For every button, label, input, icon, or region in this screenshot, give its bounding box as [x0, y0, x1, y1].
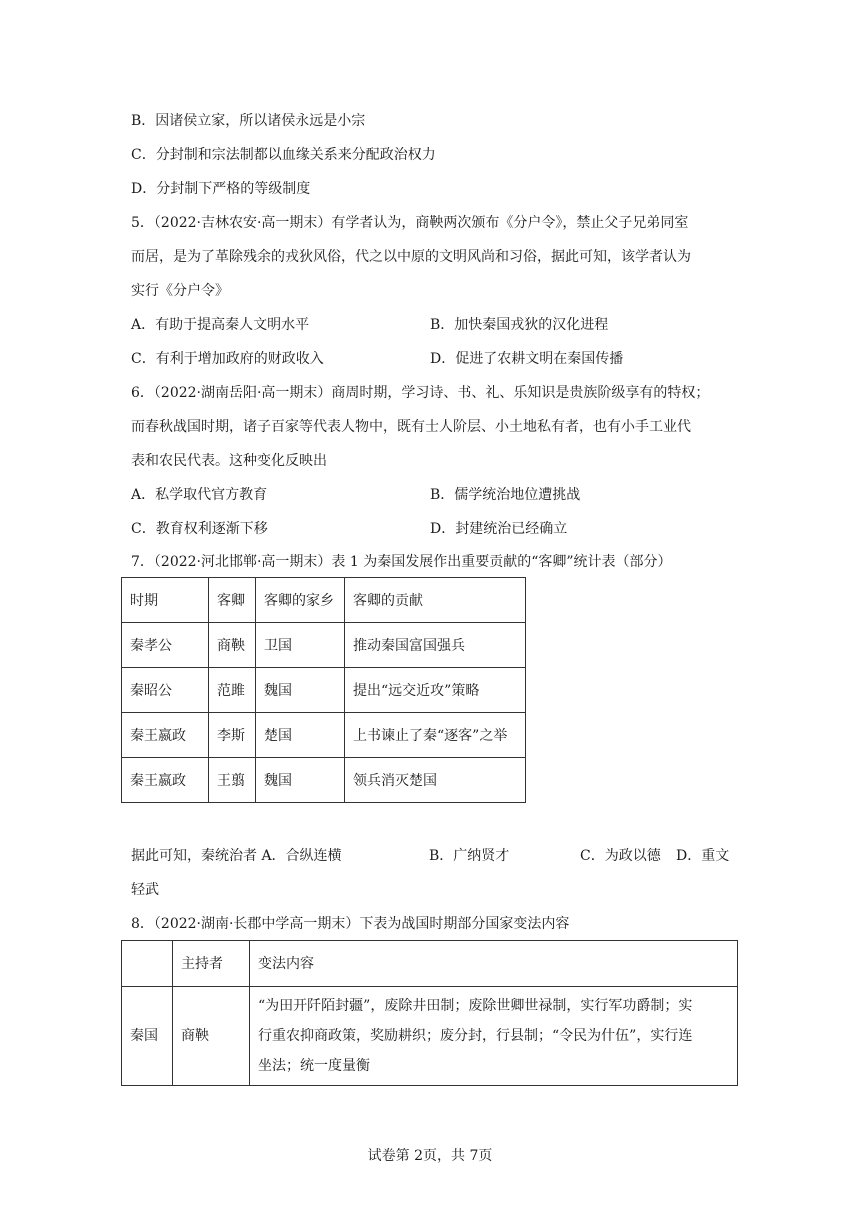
q7-option-b: B．广纳贤才 — [429, 848, 510, 864]
table-cell: 楚国 — [256, 713, 345, 758]
q7-option-c: C．为政以德 — [580, 848, 661, 864]
reform-content-line: 行重农抑商政策，奖励耕织；废分封，行县制；“令民为什伍”，实行连 — [258, 1028, 693, 1044]
q5-option-a: A．有助于提高秦人文明水平 — [131, 317, 310, 333]
q5-stem-line3: 实行《分户令》 — [131, 283, 229, 299]
table-cell: 魏国 — [256, 668, 345, 713]
table-cell: 提出“远交近攻”策略 — [345, 668, 526, 713]
q6-stem-line1: 6．（2022·湖南岳阳·高一期末）商周时期，学习诗、书、礼、乐知识是贵族阶级享有的特权； — [131, 385, 710, 401]
table-header-cell: 客卿的家乡 — [256, 578, 345, 623]
table-cell: 秦国 — [122, 987, 173, 1086]
q6-stem-line2: 而春秋战国时期，诸子百家等代表人物中，既有士人阶层、小土地私有者，也有小手工业代 — [131, 419, 691, 435]
table-cell: 领兵消灭楚国 — [345, 758, 526, 803]
table-header-cell: 客卿 — [209, 578, 256, 623]
table-cell: 卫国 — [256, 623, 345, 668]
table-row — [122, 758, 526, 803]
q7-after-line1: 据此可知，秦统治者 A．合纵连横 — [131, 848, 342, 864]
table-header-row — [122, 941, 738, 987]
q6-option-c: C．教育权利逐渐下移 — [131, 521, 268, 537]
table-row — [122, 668, 526, 713]
table-header-cell: 客卿的贡献 — [345, 578, 526, 623]
page-footer: 试卷第 2页，共 7页 — [367, 1148, 493, 1164]
q7-stem: 7．（2022·河北邯郸·高一期末）表 1 为秦国发展作出重要贡献的“客卿”统计表（部分） — [131, 554, 672, 570]
q4-option-b: B．因诸侯立家，所以诸侯永远是小宗 — [131, 113, 366, 129]
q7-option-d: D．重文 — [676, 848, 730, 864]
q4-option-c: C．分封制和宗法制都以血缘关系来分配政治权力 — [131, 147, 436, 163]
table-cell: 王翦 — [209, 758, 256, 803]
q8-stem: 8．（2022·湖南·长郡中学高一期末）下表为战国时期部分国家变法内容 — [131, 916, 570, 932]
table-header-cell: 时期 — [122, 578, 209, 623]
table-cell: 魏国 — [256, 758, 345, 803]
table-header-cell: 主持者 — [173, 941, 250, 987]
q5-option-d: D．促进了农耕文明在秦国传播 — [430, 351, 624, 367]
table-cell: 上书谏止了秦“逐客”之举 — [345, 713, 526, 758]
q8-table — [121, 940, 738, 1086]
q5-stem-line2: 而居，是为了革除残余的戎狄风俗，代之以中原的文明风尚和习俗，据此可知，该学者认为 — [131, 249, 691, 265]
table-cell: 秦王嬴政 — [122, 713, 209, 758]
q7-table — [121, 577, 526, 803]
table-cell: 秦昭公 — [122, 668, 209, 713]
table-header-cell: 变法内容 — [250, 941, 738, 987]
q6-option-d: D．封建统治已经确立 — [430, 521, 568, 537]
table-header-row — [122, 578, 526, 623]
table-cell-reform-content — [250, 987, 738, 1086]
reform-content-line: “为田开阡陌封疆”，废除井田制；废除世卿世禄制，实行军功爵制；实 — [258, 998, 693, 1014]
table-cell: 李斯 — [209, 713, 256, 758]
reform-content-line: 坐法；统一度量衡 — [258, 1058, 370, 1074]
table-cell: 秦王嬴政 — [122, 758, 209, 803]
q5-option-b: B．加快秦国戎狄的汉化进程 — [430, 317, 609, 333]
table-cell: 商鞅 — [173, 987, 250, 1086]
q4-option-d: D．分封制下严格的等级制度 — [131, 181, 311, 197]
q6-option-a: A．私学取代官方教育 — [131, 487, 268, 503]
table-cell: 商鞅 — [209, 623, 256, 668]
q5-option-c: C．有利于增加政府的财政收入 — [131, 351, 324, 367]
table-row — [122, 623, 526, 668]
table-cell: 秦孝公 — [122, 623, 209, 668]
q6-stem-line3: 表和农民代表。这种变化反映出 — [131, 453, 327, 469]
table-cell: 推动秦国富国强兵 — [345, 623, 526, 668]
table-row — [122, 987, 738, 1086]
q7-after-line2: 轻武 — [131, 882, 159, 898]
table-cell: 范雎 — [209, 668, 256, 713]
q6-option-b: B．儒学统治地位遭挑战 — [430, 487, 581, 503]
q5-stem-line1: 5．（2022·吉林农安·高一期末）有学者认为，商鞅两次颁布《分户令》，禁止父子兄弟同室 — [131, 215, 689, 231]
table-row — [122, 713, 526, 758]
table-header-cell — [122, 941, 173, 987]
